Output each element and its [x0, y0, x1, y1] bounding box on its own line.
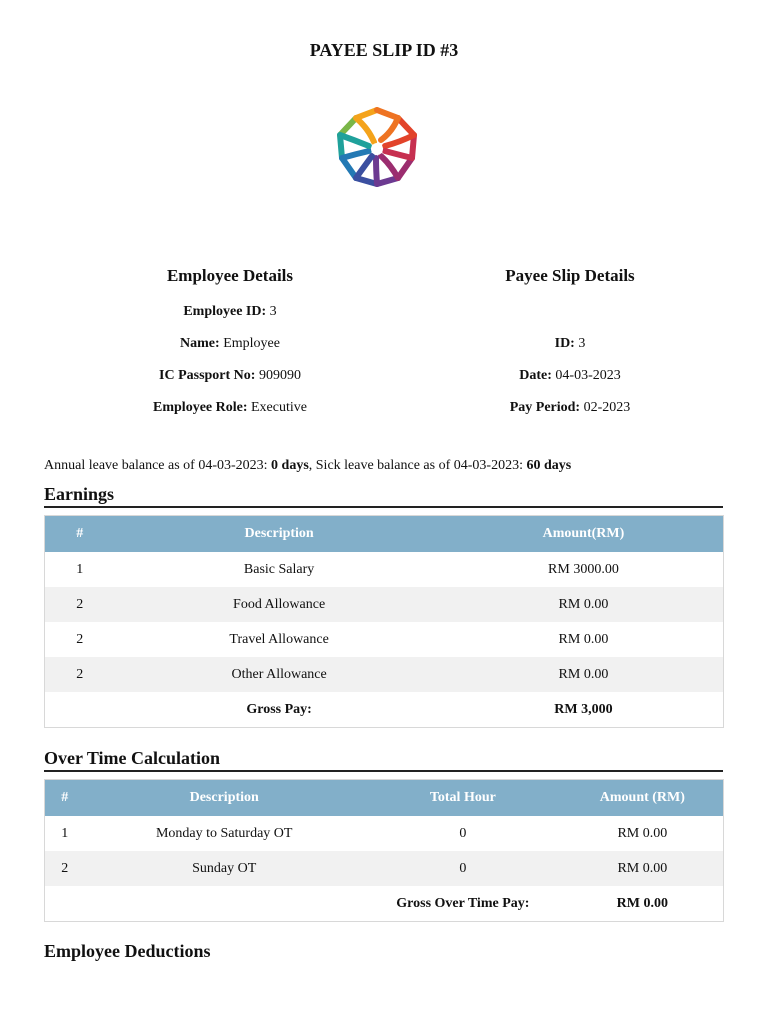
row-description: Monday to Saturday OT — [155, 825, 293, 841]
column-header: Amount(RM) — [444, 516, 724, 553]
ic-passport-line — [110, 368, 350, 384]
column-header: Amount (RM) — [562, 780, 724, 817]
overtime-header-row — [45, 780, 724, 817]
row-amount: RM 0.00 — [444, 587, 724, 622]
table-row — [45, 657, 724, 692]
empty-cell — [84, 886, 364, 922]
row-number: 2 — [45, 587, 115, 622]
annual-leave-value: 0 days — [271, 458, 309, 473]
employee-id-line — [110, 304, 350, 320]
slip-date-label: Date: — [519, 368, 552, 383]
row-amount: RM 3000.00 — [548, 561, 619, 577]
pay-period-value: 02-2023 — [583, 400, 631, 415]
leave-balance-line — [44, 458, 571, 474]
table-row — [45, 816, 724, 851]
row-number: 2 — [76, 631, 84, 647]
gross-overtime-value: RM 0.00 — [562, 886, 724, 922]
empty-cell — [45, 692, 115, 728]
employee-id-label: Employee ID: — [183, 304, 267, 319]
gross-pay-value: RM 3,000 — [444, 692, 724, 728]
company-logo — [334, 106, 420, 188]
column-header: Description — [84, 780, 364, 817]
row-description: Sunday OT — [84, 851, 364, 886]
column-header: # — [45, 516, 115, 553]
employee-name-line — [110, 336, 350, 352]
column-header: # — [45, 780, 85, 817]
pay-period-line — [450, 400, 690, 416]
annual-leave-text: Annual leave balance as of 04-03-2023: — [44, 458, 268, 473]
row-number: 1 — [61, 825, 69, 841]
row-description: Food Allowance — [114, 587, 443, 622]
gross-overtime-row — [45, 886, 724, 922]
deductions-heading: Employee Deductions — [44, 941, 211, 961]
slip-id-value: 3 — [578, 336, 586, 351]
gross-pay-label: Gross Pay: — [114, 692, 443, 728]
earnings-table — [44, 515, 724, 728]
employee-name-label: Name: — [180, 336, 220, 351]
row-number: 1 — [76, 561, 84, 577]
row-amount: RM 0.00 — [617, 825, 668, 841]
table-row — [45, 851, 724, 886]
ic-passport-label: IC Passport No: — [159, 368, 256, 383]
pay-period-label: Pay Period: — [509, 400, 581, 415]
row-description: Basic Salary — [243, 561, 315, 577]
gross-overtime-label: Gross Over Time Pay: — [364, 886, 562, 922]
slip-date-value: 04-03-2023 — [555, 368, 621, 383]
row-amount: RM 0.00 — [444, 657, 724, 692]
row-number: 2 — [45, 851, 85, 886]
sick-leave-value: 60 days — [526, 458, 572, 473]
employee-role-value: Executive — [251, 400, 307, 415]
column-header: Description — [114, 516, 443, 553]
employee-details-heading: Employee Details — [166, 266, 294, 285]
earnings-heading: Earnings — [44, 484, 723, 508]
row-amount: RM 0.00 — [562, 851, 724, 886]
gross-pay-row — [45, 692, 724, 728]
earnings-header-row — [45, 516, 724, 553]
employee-name-value: Employee — [223, 336, 280, 351]
row-number: 2 — [45, 657, 115, 692]
overtime-table — [44, 779, 724, 922]
column-header: Total Hour — [364, 780, 562, 817]
employee-role-line — [110, 400, 350, 416]
table-row — [45, 622, 724, 657]
row-total-hour: 0 — [364, 851, 562, 886]
employee-role-label: Employee Role: — [153, 400, 248, 415]
sick-leave-text: , Sick leave balance as of 04-03-2023: — [308, 458, 523, 473]
row-description: Other Allowance — [114, 657, 443, 692]
employee-id-value: 3 — [269, 304, 277, 319]
row-description: Travel Allowance — [229, 631, 329, 647]
empty-cell — [45, 886, 85, 922]
table-row — [45, 552, 724, 587]
slip-id-line — [450, 336, 690, 352]
ic-passport-value: 909090 — [258, 368, 301, 383]
payee-slip-details-heading: Payee Slip Details — [505, 266, 635, 285]
slip-id-label: ID: — [554, 336, 575, 351]
page-title: PAYEE SLIP ID #3 — [309, 40, 459, 60]
overtime-heading: Over Time Calculation — [44, 748, 723, 772]
row-total-hour: 0 — [459, 825, 467, 841]
row-amount: RM 0.00 — [558, 631, 609, 647]
table-row — [45, 587, 724, 622]
slip-date-line — [450, 368, 690, 384]
